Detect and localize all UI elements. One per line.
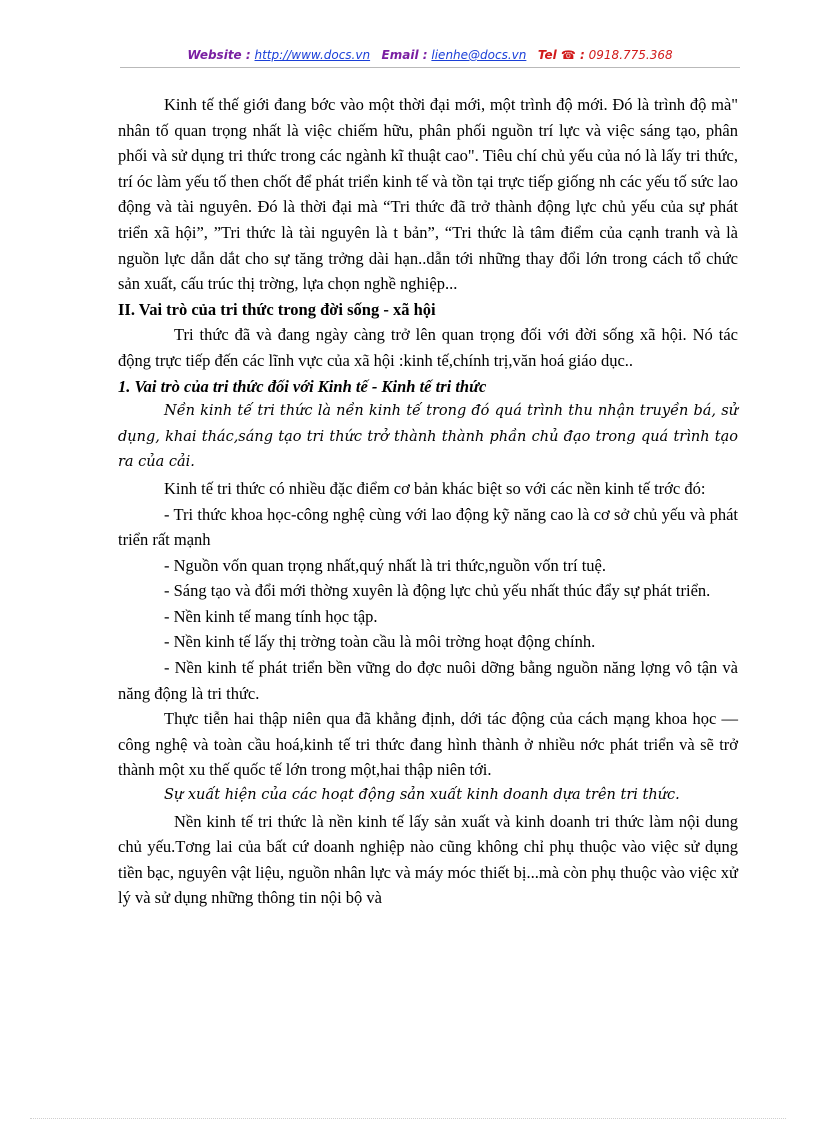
paragraph-definition: Nền kinh tế tri thức là nền kinh tế trong đó quá trình thu nhận truyền bá, sử dụng, khai thác,sáng tạo tri thức trở thành thành phần chủ đạo trong quá trình tạo ra của cải.	[118, 403, 738, 471]
list-item: - Nền kinh tế phát triển bền vững do đợc nuôi dỡng bằng nguồn năng lợng vô tận và năng động là tri thức.	[118, 658, 738, 703]
paragraph-intro: Kinh tế thế giới đang bớc vào một thời đại mới, một trình độ mới. Đó là trình độ mà" nhân tố quan trọng nhất là việc chiếm hữu, phân phối nguồn trí lực và việc sáng tạo, phân phối và sử dụng tri thức trong các ngành kĩ thuật cao". Tiêu chí chủ yếu của nó là lấy tri thức, trí óc làm yếu tố then chốt để phát triển kinh tế và tồn tại trực tiếp giống nh các yếu tố sức lao động và tài nguyên. Đó là thời đại mà “Tri thức đã trở thành động lực chủ yếu của sự phát triển xã hội”, ”Tri thức là tài nguyên là t bản”, “Tri thức là tâm điểm của cạnh tranh và là nguồn lực dẫn dắt cho sự tăng trởng dài hạn..dẫn tới những thay đổi lớn trong cách tổ chức sản xuất, cấu trúc thị trờng, lựa chọn nghề nghiệp...	[118, 95, 738, 294]
website-link[interactable]: http://www.docs.vn	[254, 48, 371, 62]
paragraph-role: Tri thức đã và đang ngày càng trở lên quan trọng đối với đời sống xã hội. Nó tác động trực tiếp đến các lĩnh vực của xã hội :kinh tế,chính trị,văn hoá giáo dục..	[118, 325, 738, 370]
tel-label: Tel ☎ :	[537, 48, 585, 62]
paragraph-practice: Thực tiễn hai thập niên qua đã khẳng định, dới tác động của cách mạng khoa học — công nghệ và toàn cầu hoá,kinh tế tri thức đang hình thành ở nhiều nớc phát triển và sẽ trở thành một xu thế quốc tế lớn trong một,hai thập niên tới.	[118, 709, 738, 780]
website-label: Website :	[187, 48, 251, 62]
phone-number: 0918.775.368	[588, 48, 673, 62]
header-divider	[120, 67, 740, 68]
email-label: Email :	[381, 48, 428, 62]
page-bottom-border	[30, 1118, 786, 1119]
list-item: - Nguồn vốn quan trọng nhất,quý nhất là tri thức,nguồn vốn trí tuệ.	[164, 555, 606, 575]
list-item: - Nền kinh tế lấy thị trờng toàn cầu là môi trờng hoạt động chính.	[164, 632, 596, 652]
paragraph-production: Nền kinh tế tri thức là nền kinh tế lấy sản xuất và kinh doanh tri thức làm nội dung chủ yếu.Tơng lai của bất cứ doanh nghiệp nào cũng không chỉ phụ thuộc vào việc sử dụng tiền bạc, nguyên vật liệu, nguồn nhân lực và máy móc thiết bị...mà còn phụ thuộc vào việc xử lý và sử dụng những thông tin nội bộ và	[118, 811, 738, 908]
list-item: - Sáng tạo và đổi mới thờng xuyên là động lực chủ yếu nhất thúc đẩy sự phát triển.	[164, 581, 711, 601]
page-header	[120, 48, 740, 68]
email-link[interactable]: lienhe@docs.vn	[431, 48, 527, 62]
document-body	[118, 92, 738, 911]
paragraph-features-intro: Kinh tế tri thức có nhiều đặc điểm cơ bản khác biệt so với các nền kinh tế trớc đó:	[164, 478, 706, 498]
list-item: - Nền kinh tế mang tính học tập.	[164, 606, 378, 626]
list-item: - Tri thức khoa học-công nghệ cùng với lao động kỹ năng cao là cơ sở chủ yếu và phát triển rất mạnh	[118, 504, 738, 550]
section-heading: II. Vai trò của tri thức trong đời sống - xã hội	[118, 299, 436, 319]
paragraph-emergence: Sự xuất hiện của các hoạt động sản xuất kinh doanh dựa trên tri thức.	[164, 787, 680, 804]
subsection-heading: 1. Vai trò của tri thức đối với Kinh tế - Kinh tế tri thức	[118, 376, 487, 396]
